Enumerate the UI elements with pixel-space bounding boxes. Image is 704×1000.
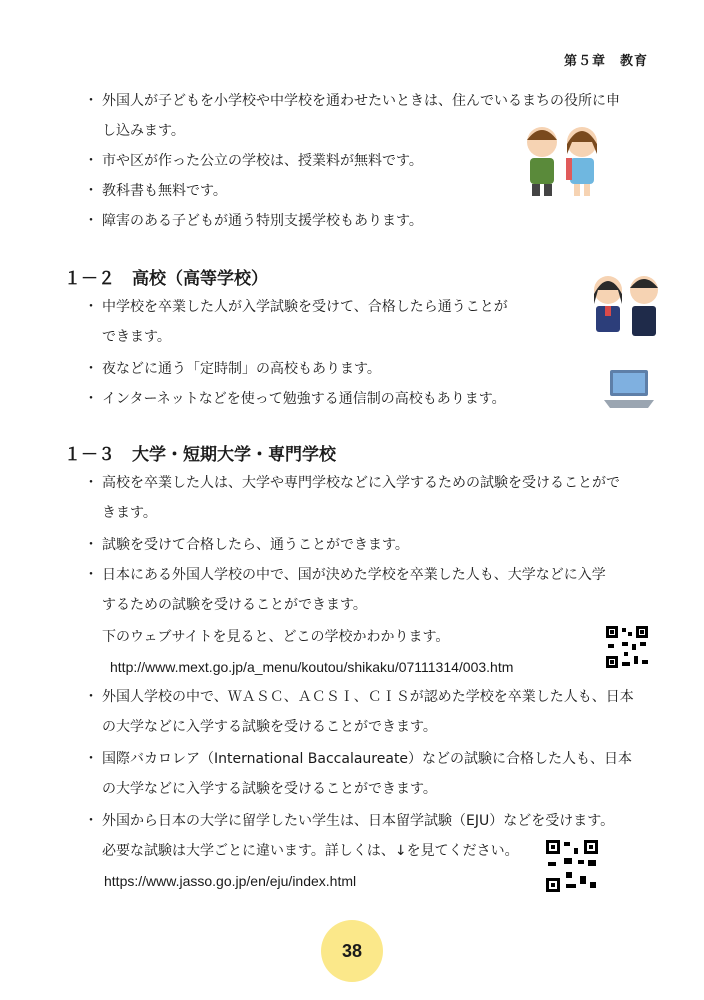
s2-item-1: 中学校を卒業した人が入学試験を受けて、合格したら通うことが — [102, 299, 508, 315]
s1-item-1-cont: し込みます。 — [102, 123, 185, 139]
section-heading-university: １－３ 大学・短期大学・専門学校 — [64, 445, 336, 465]
s3-item-6: 外国から日本の大学に留学したい学生は、日本留学試験（EJU）などを受けます。 — [102, 813, 615, 829]
laptop-icon — [602, 368, 656, 410]
s2-item-1-cont: できます。 — [102, 329, 171, 345]
mext-link[interactable]: http://www.mext.go.jp/a_menu/koutou/shikaku/07111314/003.htm — [110, 659, 514, 675]
s1-item-3: 教科書も無料です。 — [102, 183, 227, 199]
s1-item-1: 外国人が子どもを小学校や中学校を通わせたいときは、住んでいるまちの役所に申 — [102, 93, 620, 109]
jasso-link[interactable]: https://www.jasso.go.jp/en/eju/index.html — [104, 873, 357, 889]
high-school-students-illustration — [588, 268, 666, 344]
s3-item-6-cont: 必要な試験は大学ごとに違います。詳しくは、↓を見てください。 — [102, 843, 519, 859]
qr-code-icon[interactable] — [604, 624, 650, 670]
schoolchildren-illustration — [516, 118, 608, 200]
qr-code-icon[interactable] — [544, 838, 600, 894]
s1-item-2: 市や区が作った公立の学校は、授業料が無料です。 — [102, 153, 423, 169]
s3-item-2: 試験を受けて合格したら、通うことができます。 — [102, 537, 409, 553]
s3-item-5: 国際バカロレア（International Baccalaureate）などの試験に合格した人も、日本 — [102, 751, 633, 767]
s3-item-4-cont: の大学などに入学する試験を受けることができます。 — [102, 719, 437, 735]
s3-item-5-cont: の大学などに入学する試験を受けることができます。 — [102, 781, 437, 797]
s3-item-1-cont: きます。 — [102, 505, 157, 521]
s2-item-3: インターネットなどを使って勉強する通信制の高校もあります。 — [102, 391, 506, 407]
s3-item-4: 外国人学校の中で、ＷＡＳＣ、ＡＣＳＩ、ＣＩＳが認めた学校を卒業した人も、日本 — [102, 689, 634, 705]
s3-item-1: 高校を卒業した人は、大学や専門学校などに入学するための試験を受けることがで — [102, 475, 620, 491]
chapter-title: 第５章 教育 — [563, 54, 648, 69]
s3-item-3-cont: するための試験を受けることができます。 — [102, 597, 367, 613]
s2-item-2: 夜などに通う「定時制」の高校もあります。 — [102, 361, 381, 377]
s3-website-note: 下のウェブサイトを見ると、どこの学校かわかります。 — [102, 629, 450, 645]
s1-item-4: 障害のある子どもが通う特別支援学校もあります。 — [102, 213, 423, 229]
chapter-header — [564, 50, 648, 69]
document-page: 第５章 教育 ・ 外国人が子どもを小学校や中学校を通わせたいときは、住んでいるまちの役所に申 し込みます。 ・ 市や区が作った公立の学校は、授業料が無料です。 ・ 教科書も無料です。 ・ 障害のある子どもが通う特別支援学校もあります。 １－２ 高校（高等学校） ・ 中学校を卒業した人が入学試験を受けて、合格したら通うことが できます。 ・ 夜などに通う「定時制」の高校もあります。 ・ インターネットなどを使って勉強する通信制の高校もあります。 １－３ 大学・短期大学・専門学校 ・ 高校を卒業した人は、大学や専門学校などに入学するための試験を受けることがで きます。 ・ 試験を受けて合格したら、通うことができます。 ・ 日本にある外国人学校の中で、国が決めた学校を卒業した人も、大学などに入学 するための試験を受けることができます。 下のウェブサイトを見ると、どこの学校かわかります。 http://www.mext.go.jp/a_menu/koutou/shikaku/07111314/003.htm ・ 外国人学校の中で、ＷＡＳＣ、ＡＣＳＩ、ＣＩＳが認めた学校を卒業した人も、日本 の大学などに入学する試験を受けることができます。 ・ 国際バカロレア（International Baccalaureate）などの試験に合格した人も、日本 の大学などに入学する試験を受けることができます。 ・ 外国から日本の大学に留学したい学生は、日本留学試験（EJU）などを受けます。 必要な試験は大学ごとに違います。詳しくは、↓を見てください。 https://www.jasso.go.jp/en/eju/index.html 38 — [0, 0, 704, 1000]
s3-item-3: 日本にある外国人学校の中で、国が決めた学校を卒業した人も、大学などに入学 — [102, 567, 606, 583]
page-number: 38 — [321, 920, 383, 982]
section-heading-high-school: １－２ 高校（高等学校） — [64, 269, 268, 289]
